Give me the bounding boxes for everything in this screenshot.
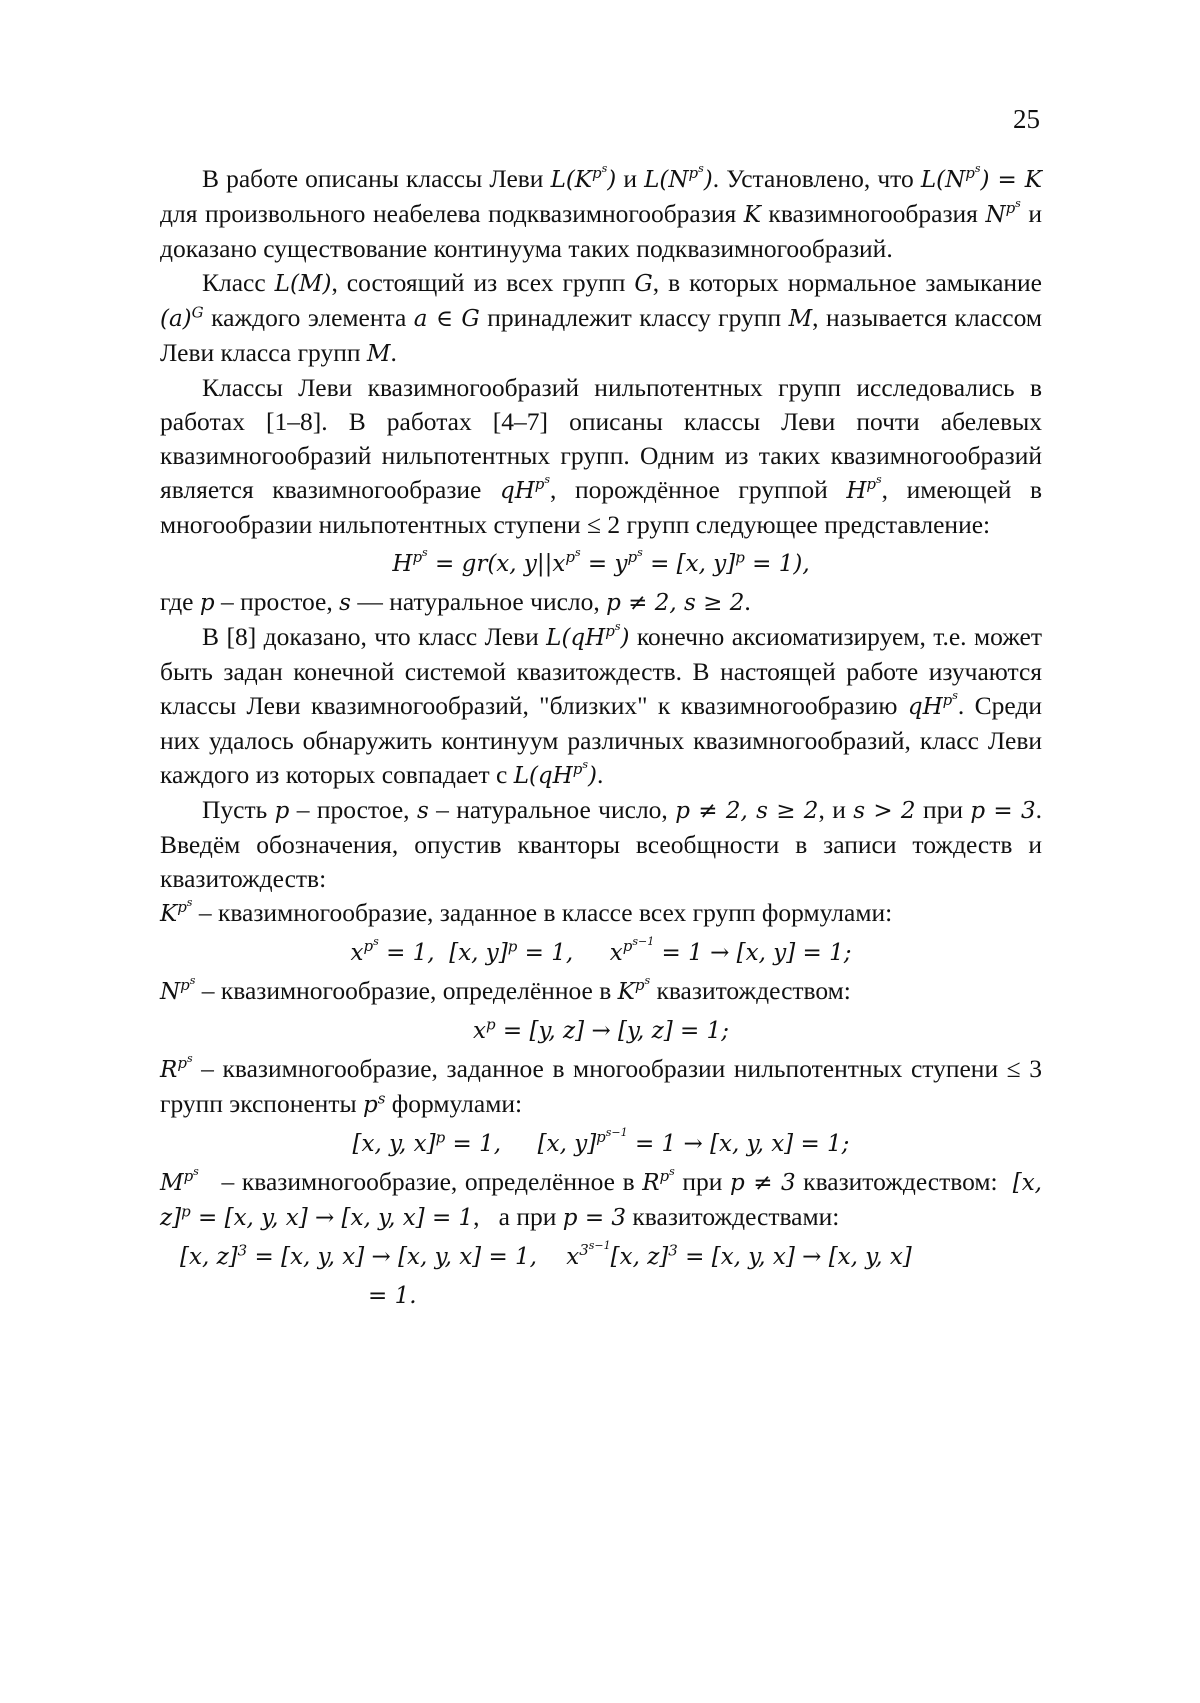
paragraph-levi-classes-described: В работе описаны классы Леви $L(K^{p^s})$ и $L(N^{p^s})$. Установлено, что $L(N^{p^s}) = K$ для произвольного неабелева подквазимногообразия K квазимногообразия $N^{p^s}$ и доказано существование континуума таких подквазимногообразий. xyxy=(160,162,1042,263)
paragraph-finite-axiomatizability: В [8] доказано, что класс Леви $L(qH^{p^s})$ конечно аксиоматизируем, т.е. может быть задан конечной системой квазитождеств. В настоящей работе изучаются классы Леви квазимногообразий, "близких" к квазимногообразию $qH^{p^s}$. Среди них удалось обнаружить континуум различных квазимногообразий, класс Леви каждого из которых совпадает с $L(qH^{p^s})$. xyxy=(160,620,1042,789)
equation-group-presentation: $H^{p^s} = gr(x$, $y||x^{p^s} = y^{p^s} = [x$, y]$^p$ = 1), xyxy=(392,546,810,577)
paragraph-notation-intro: Пусть p – простое, s – натуральное число, p ≠ 2, s ≥ 2, и s > 2 при p = 3. Введём обозначения, опустив кванторы всеобщности в записи тождеств и квазитождеств: xyxy=(160,795,1043,893)
equation-m-quasi-identities: [x, z]$^3$ = [x, y, x] → [x, y, x] = 1, $x^{3^{s-1}}[x$, z]$^3$ = [x, y, x] → [x, y, x] xyxy=(180,1239,912,1270)
page-number: 25 xyxy=(1013,104,1040,134)
paragraph-definition-m: $M^{p^s}$ – квазимногообразие, определённое в $R^{p^s}$ при p ≠ 3 квазитождеством: [x, z]$^p$ = [x, y, x] → [x, y, x] = 1, а при p = 3 квазитождествами: xyxy=(160,1165,1042,1231)
equation-m-continuation: = 1. xyxy=(368,1283,417,1309)
equation-n-quasi-identity: $x^p = [y$, z] → [y, z] = 1; xyxy=(473,1015,729,1044)
paragraph-definition-k: $K^{p^s}$ – квазимногообразие, заданное в классе всех групп формулами: xyxy=(160,896,893,927)
paragraph-where-p-prime: где p – простое, s — натуральное число, p ≠ 2, s ≥ 2. xyxy=(160,587,751,616)
paragraph-prior-research: Классы Леви квазимногообразий нильпотентных групп исследовались в работах [1–8]. В работах [4–7] описаны классы Леви почти абелевых квазимногообразий нильпотентных групп. Одним из таких квазимногообразий является квазимногообразие $qH^{p^s}$, порождённое группой $H^{p^s}$, имеющей в многообразии нильпотентных ступени ≤ 2 групп следующее представление: xyxy=(160,373,1043,539)
equation-r-formulas: [x, y, x]$^p$ = 1, [x, y]$^{p^{s-1}}$ = 1 → [x, y, x] = 1; xyxy=(352,1126,850,1157)
page-body xyxy=(160,162,1042,1317)
paragraph-definition-n: $N^{p^s}$ – квазимногообразие, определённое в $K^{p^s}$ квазитождеством: xyxy=(160,974,851,1005)
paragraph-definition-r: $R^{p^s}$ – квазимногообразие, заданное в многообразии нильпотентных ступени ≤ 3 групп экспоненты $p^s$ формулами: xyxy=(160,1052,1042,1118)
equation-k-formulas: $x^{p^s} = 1$, [x, y]$^p$ = 1, $x^{p^{s-1}} = 1 \to [x$, y] = 1; xyxy=(350,935,852,966)
paragraph-levi-class-definition: Класс L(M), состоящий из всех групп G, в которых нормальное замыкание $(a)^G$ каждого элемента a ∈ G принадлежит классу групп M, называется классом Леви класса групп M. xyxy=(160,268,1043,367)
